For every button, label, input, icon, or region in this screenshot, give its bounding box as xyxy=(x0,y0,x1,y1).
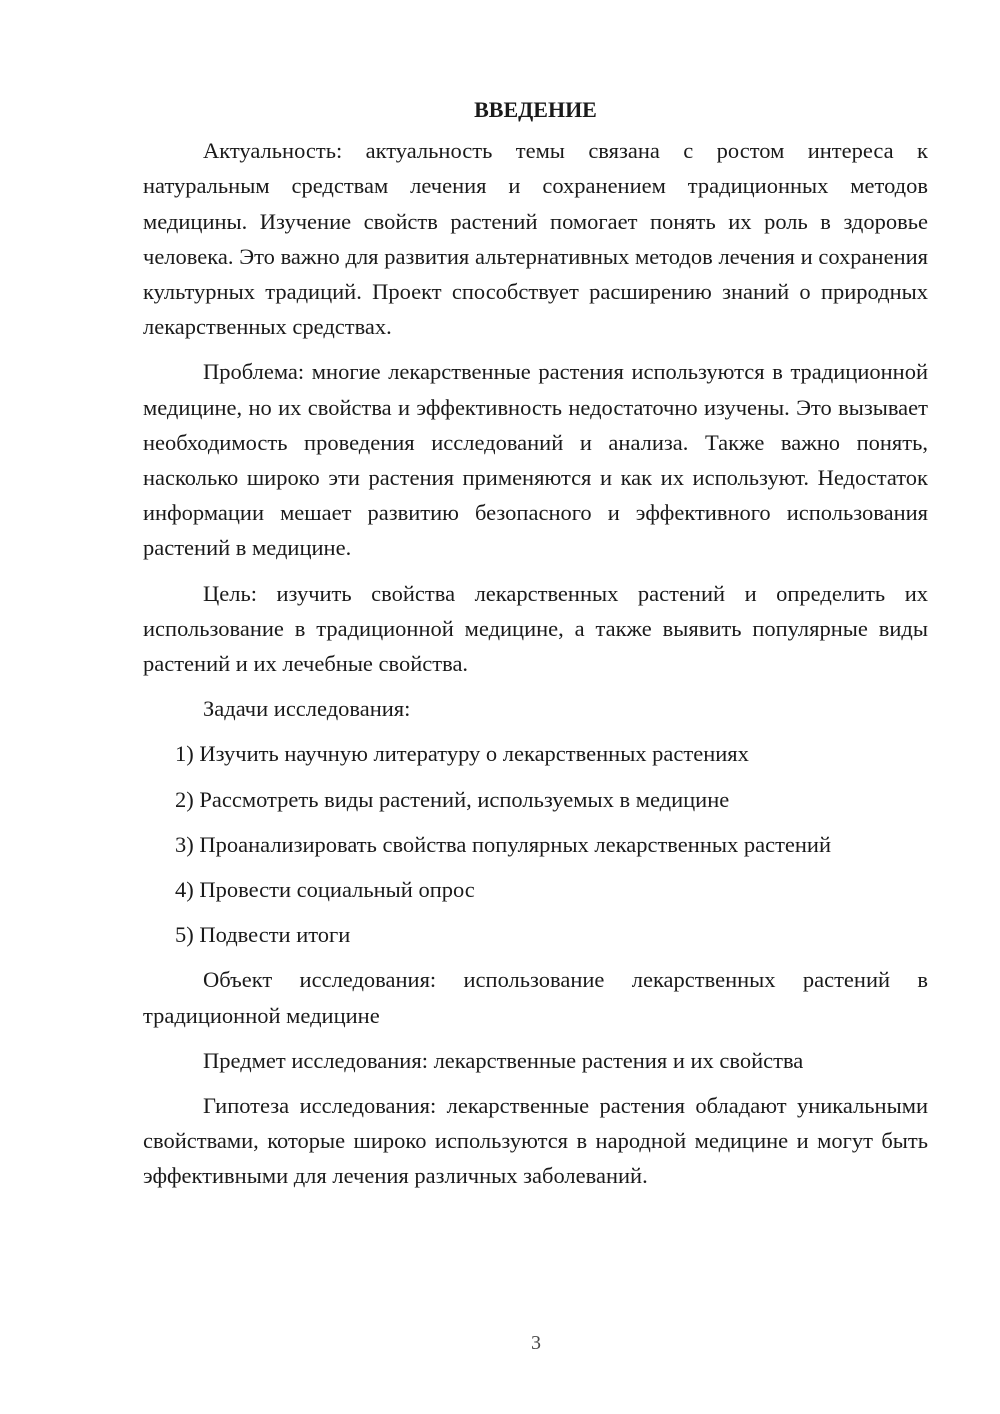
task-item: 3) Проанализировать свойства популярных лекарственных растений xyxy=(175,831,832,857)
task-item: 1) Изучить научную литературу о лекарственных растениях xyxy=(175,741,749,767)
page-content xyxy=(143,92,928,1204)
subject-paragraph: Предмет исследования: лекарственные растения и их свойства xyxy=(203,1047,804,1073)
page-heading: ВВЕДЕНИЕ xyxy=(474,97,597,122)
hypothesis-paragraph: Гипотеза исследования: лекарственные растения обладают уникальными свойствами, которые широко используются в народной медицине и могут быть эффективными для лечения различных заболеваний. xyxy=(143,1093,928,1189)
task-item: 5) Подвести итоги xyxy=(175,922,351,948)
problem-paragraph: Проблема: многие лекарственные растения используются в традиционной медицине, но их свойства и эффективность недостаточно изучены. Это вызывает необходимость проведения исследований и анализа. Также важно понять, насколько широко эти растения применяются и как их используют. Недостаток информации мешает развитию безопасного и эффективного использования растений в медицине. xyxy=(143,359,928,561)
tasks-title: Задачи исследования: xyxy=(203,696,411,722)
page-number: 3 xyxy=(531,1332,541,1354)
task-item: 4) Провести социальный опрос xyxy=(175,877,475,903)
task-item: 2) Рассмотреть виды растений, используемых в медицине xyxy=(175,786,730,812)
object-paragraph: Объект исследования: использование лекарственных растений в традиционной медицине xyxy=(143,967,928,1028)
relevance-paragraph: Актуальность: актуальность темы связана с ростом интереса к натуральным средствам лечения и сохранением традиционных методов медицины. Изучение свойств растений помогает понять их роль в здоровье человека. Это важно для развития альтернативных методов лечения и сохранения культурных традиций. Проект способствует расширению знаний о природных лекарственных средствах. xyxy=(143,138,928,340)
goal-paragraph: Цель: изучить свойства лекарственных растений и определить их использование в традиционной медицине, а также выявить популярные виды растений и их лечебные свойства. xyxy=(143,580,928,677)
tasks-list xyxy=(143,736,928,952)
